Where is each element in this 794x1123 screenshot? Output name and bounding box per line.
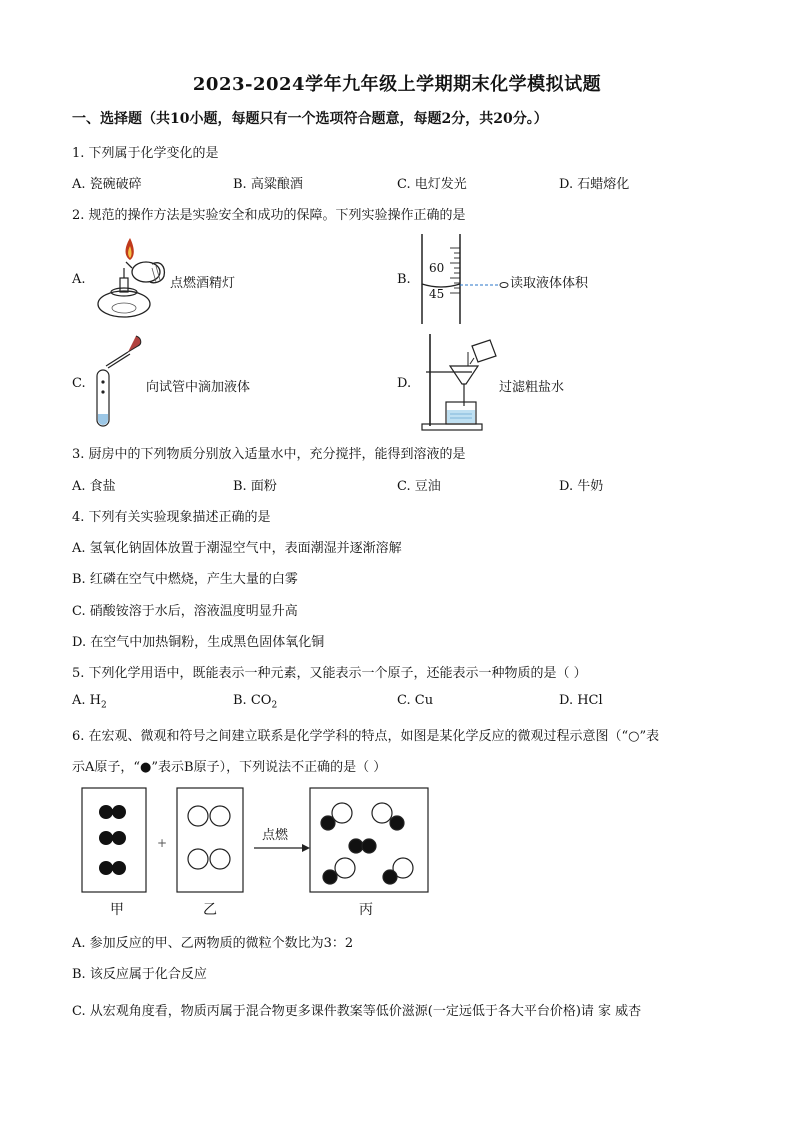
q2-option-c-text: 向试管中滴加液体 [146, 380, 251, 395]
label-bing: 丙 [359, 902, 373, 918]
q6-option-a: A. 参加反应的甲、乙两物质的微粒个数比为3：2 [72, 936, 354, 951]
graduated-cylinder-illustration [418, 234, 518, 326]
q2-option-b-text: 读取液体体积 [510, 276, 589, 291]
q6-option-b: B. 该反应属于化合反应 [72, 967, 207, 982]
q2-option-b-letter: B. [397, 272, 411, 287]
q4-option-a: A. 氢氧化钠固体放置于潮湿空气中，表面潮湿并逐渐溶解 [72, 541, 402, 556]
question-6-stem-line-2: 示A原子，“●”表示B原子），下列说法不正确的是（ ） [72, 760, 387, 775]
q4-option-d: D. 在空气中加热铜粉，生成黑色固体氧化铜 [72, 635, 325, 650]
q2-option-a-text: 点燃酒精灯 [170, 276, 236, 291]
cylinder-tick-60: 60 [429, 261, 445, 275]
question-6-stem-line-1: 6. 在宏观、微观和符号之间建立联系是化学学科的特点，如图是某化学反应的微观过程示意图（“○”表 [72, 729, 660, 744]
q1-option-a: A. 瓷碗破碎 [72, 177, 142, 192]
q1-option-c: C. 电灯发光 [397, 177, 467, 192]
q1-option-d: D. 石蜡熔化 [559, 177, 630, 192]
q3-option-c: C. 豆油 [397, 479, 441, 494]
q1-option-b: B. 高粱酿酒 [233, 177, 303, 192]
q3-option-a: A. 食盐 [72, 479, 116, 494]
q3-option-b: B. 面粉 [233, 479, 277, 494]
q5-option-d: D. HCl [559, 693, 603, 708]
box-yi [177, 788, 243, 892]
reaction-condition-label: 点燃 [262, 828, 289, 843]
q2-option-d-letter: D. [397, 376, 412, 391]
plus-sign: + [157, 836, 168, 850]
q2-option-a-letter: A. [72, 272, 86, 287]
reaction-diagram [80, 786, 432, 894]
question-3-stem: 3. 厨房中的下列物质分别放入适量水中，充分搅拌，能得到溶液的是 [72, 447, 466, 462]
alcohol-lamp-illustration [94, 236, 174, 324]
question-4-stem: 4. 下列有关实验现象描述正确的是 [72, 510, 271, 525]
q5-option-c: C. Cu [397, 693, 434, 708]
q2-option-c-letter: C. [72, 376, 86, 391]
question-1-stem: 1. 下列属于化学变化的是 [72, 146, 219, 161]
page-title: 2023-2024学年九年级上学期期末化学模拟试题 [192, 74, 602, 95]
filtration-apparatus-illustration [420, 332, 502, 432]
dropper-test-tube-illustration [94, 334, 144, 432]
q2-option-d-text: 过滤粗盐水 [499, 380, 565, 395]
question-2-stem: 2. 规范的操作方法是实验安全和成功的保障。下列实验操作正确的是 [72, 208, 466, 223]
q4-option-b: B. 红磷在空气中燃烧，产生大量的白雾 [72, 572, 298, 587]
q6-option-c: C. 从宏观角度看，物质丙属于混合物更多课件教案等低价滋源(一定远低于各大平台价格)请 家 威杏 [72, 1004, 642, 1019]
q5-option-a: A. $H_2$ [72, 693, 107, 711]
q3-option-d: D. 牛奶 [559, 479, 604, 494]
label-yi: 乙 [203, 902, 217, 918]
q5-option-b: B. $CO_2$ [233, 693, 278, 711]
q4-option-c: C. 硝酸铵溶于水后，溶液温度明显升高 [72, 604, 298, 619]
question-5-stem: 5. 下列化学用语中，既能表示一种元素，又能表示一个原子，还能表示一种物质的是（ ） [72, 666, 587, 681]
cylinder-tick-45: 45 [429, 287, 445, 301]
label-jia: 甲 [110, 902, 124, 918]
section-heading: 一、选择题（共10小题，每题只有一个选项符合题意，每题2分，共20分。） [72, 111, 548, 127]
